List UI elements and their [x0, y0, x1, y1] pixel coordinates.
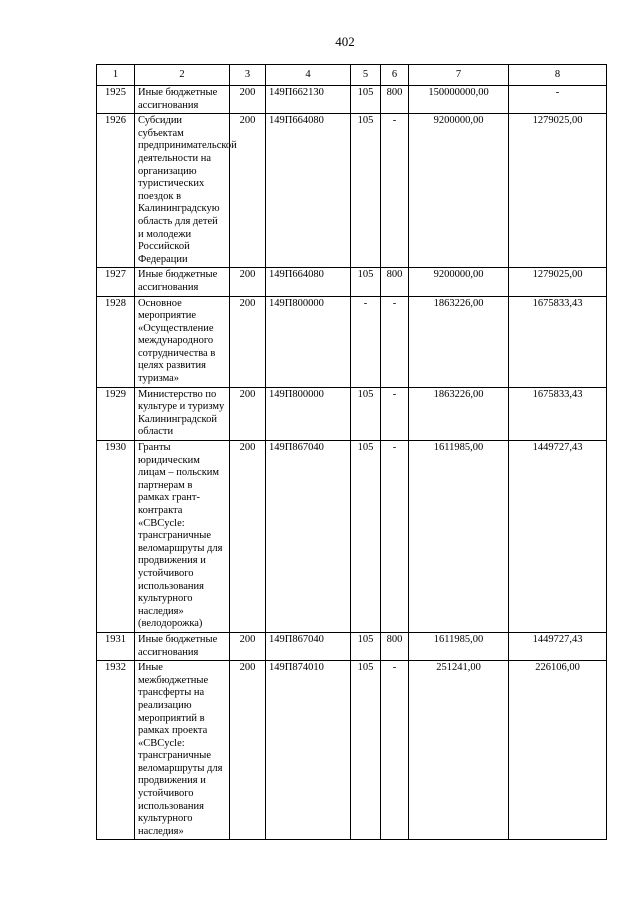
code-cell: 200: [230, 86, 266, 114]
section-cell: 105: [351, 387, 381, 440]
budget-table: [96, 64, 607, 840]
amount-cell: 1675833,43: [509, 387, 607, 440]
amount-cell: 1611985,00: [409, 632, 509, 660]
target-article-cell: 149П800000: [266, 387, 351, 440]
code-cell: 200: [230, 632, 266, 660]
column-header: 2: [135, 65, 230, 86]
amount-cell: 1279025,00: [509, 268, 607, 296]
target-article-cell: 149П664080: [266, 268, 351, 296]
expense-type-cell: 800: [381, 86, 409, 114]
target-article-cell: 149П662130: [266, 86, 351, 114]
expense-type-cell: 800: [381, 632, 409, 660]
row-number-cell: 1926: [97, 114, 135, 268]
description-cell: Иные бюджетные ассигнования: [135, 86, 230, 114]
amount-cell: 1675833,43: [509, 296, 607, 387]
target-article-cell: 149П867040: [266, 632, 351, 660]
amount-cell: 1863226,00: [409, 387, 509, 440]
target-article-cell: 149П664080: [266, 114, 351, 268]
amount-cell: 150000000,00: [409, 86, 509, 114]
amount-cell: 226106,00: [509, 661, 607, 840]
expense-type-cell: -: [381, 661, 409, 840]
code-cell: 200: [230, 661, 266, 840]
table-row: [97, 268, 607, 296]
amount-cell: -: [509, 86, 607, 114]
code-cell: 200: [230, 441, 266, 633]
target-article-cell: 149П800000: [266, 296, 351, 387]
expense-type-cell: -: [381, 441, 409, 633]
page-number: 402: [335, 34, 355, 49]
section-cell: 105: [351, 661, 381, 840]
amount-cell: 9200000,00: [409, 268, 509, 296]
row-number-cell: 1932: [97, 661, 135, 840]
description-cell: Иные межбюджетные трансферты на реализацию мероприятий в рамках проекта «CBCycle: трансграничные веломаршруты для продвижения и устойчивого использования культурного наследия»: [135, 661, 230, 840]
code-cell: 200: [230, 387, 266, 440]
table-row: [97, 114, 607, 268]
expense-type-cell: -: [381, 114, 409, 268]
table-row: [97, 441, 607, 633]
column-header: 6: [381, 65, 409, 86]
table-row: [97, 387, 607, 440]
expense-type-cell: -: [381, 387, 409, 440]
section-cell: 105: [351, 86, 381, 114]
description-cell: Субсидии субъектам предпринимательской деятельности на организацию туристических поездок в Калининградскую область для детей и молодежи Российской Федерации: [135, 114, 230, 268]
target-article-cell: 149П874010: [266, 661, 351, 840]
expense-type-cell: -: [381, 296, 409, 387]
description-cell: Гранты юридическим лицам – польским партнерам в рамках грант-контракта «CBCycle: трансграничные веломаршруты для продвижения и устойчивого использования культурного наследия» (велодорожка): [135, 441, 230, 633]
table-row: [97, 632, 607, 660]
amount-cell: 1863226,00: [409, 296, 509, 387]
column-header: 4: [266, 65, 351, 86]
table-header-row: [97, 65, 607, 86]
amount-cell: 1449727,43: [509, 441, 607, 633]
code-cell: 200: [230, 296, 266, 387]
row-number-cell: 1929: [97, 387, 135, 440]
row-number-cell: 1930: [97, 441, 135, 633]
column-header: 3: [230, 65, 266, 86]
section-cell: -: [351, 296, 381, 387]
section-cell: 105: [351, 441, 381, 633]
section-cell: 105: [351, 114, 381, 268]
column-header: 8: [509, 65, 607, 86]
column-header: 5: [351, 65, 381, 86]
table-row: [97, 296, 607, 387]
amount-cell: 251241,00: [409, 661, 509, 840]
column-header: 1: [97, 65, 135, 86]
expense-type-cell: 800: [381, 268, 409, 296]
row-number-cell: 1927: [97, 268, 135, 296]
section-cell: 105: [351, 632, 381, 660]
amount-cell: 1611985,00: [409, 441, 509, 633]
description-cell: Иные бюджетные ассигнования: [135, 632, 230, 660]
description-cell: Министерство по культуре и туризму Калининградской области: [135, 387, 230, 440]
code-cell: 200: [230, 268, 266, 296]
row-number-cell: 1928: [97, 296, 135, 387]
row-number-cell: 1931: [97, 632, 135, 660]
description-cell: Основное мероприятие «Осуществление международного сотрудничества в целях развития туризма»: [135, 296, 230, 387]
code-cell: 200: [230, 114, 266, 268]
column-header: 7: [409, 65, 509, 86]
section-cell: 105: [351, 268, 381, 296]
amount-cell: 1279025,00: [509, 114, 607, 268]
amount-cell: 1449727,43: [509, 632, 607, 660]
description-cell: Иные бюджетные ассигнования: [135, 268, 230, 296]
table-row: [97, 661, 607, 840]
target-article-cell: 149П867040: [266, 441, 351, 633]
amount-cell: 9200000,00: [409, 114, 509, 268]
table-row: [97, 86, 607, 114]
row-number-cell: 1925: [97, 86, 135, 114]
